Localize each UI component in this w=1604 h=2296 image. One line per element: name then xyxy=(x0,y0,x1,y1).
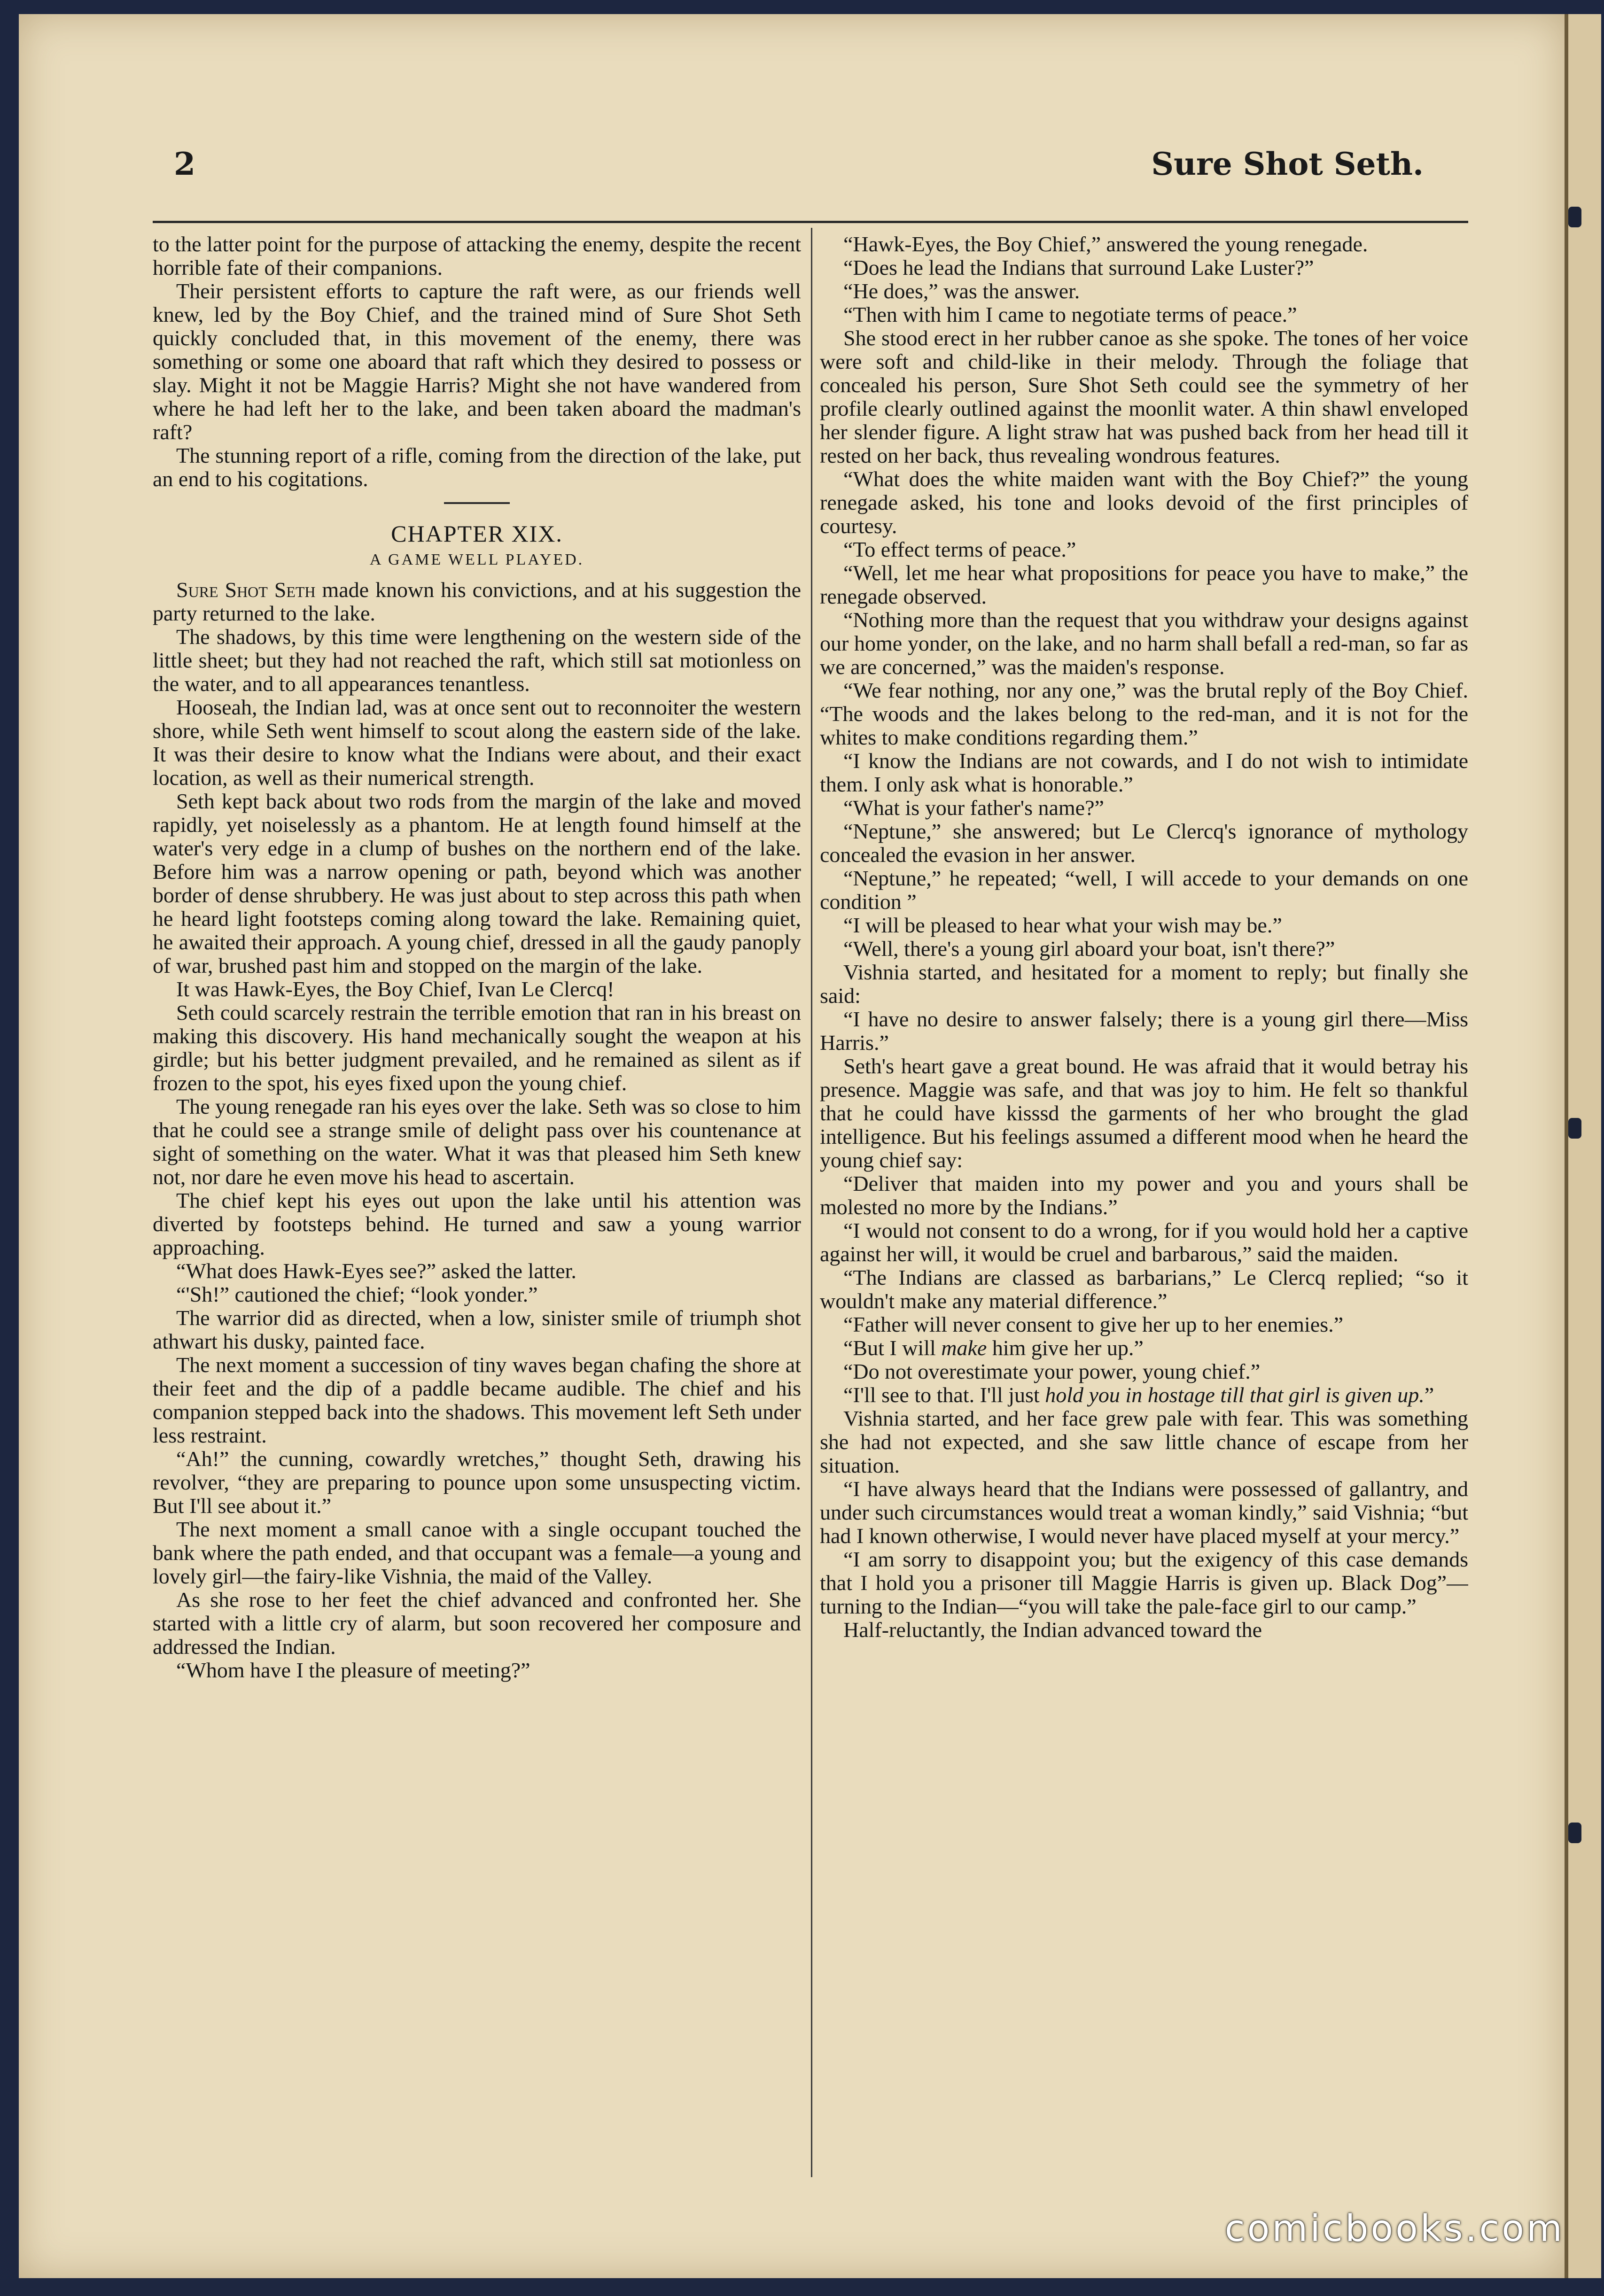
paragraph: As she rose to her feet the chief advanced and confronted her. She started with a little cry of alarm, but soon recovered her composure and addressed the Indian. xyxy=(153,1588,801,1659)
paragraph: Vishnia started, and hesitated for a moment to reply; but finally she said: xyxy=(820,960,1468,1008)
binding-tack-icon xyxy=(1568,1118,1581,1139)
paragraph: “Ah!” the cunning, cowardly wretches,” thought Seth, drawing his revolver, “they are preparing to pounce upon some unsuspecting victim. But I'll see about it.” xyxy=(153,1447,801,1518)
paragraph: “I have always heard that the Indians were possessed of gallantry, and under such circumstances would treat a woman kindly,” said Vishnia; “but had I known otherwise, I would never have placed myself at your mercy.” xyxy=(820,1477,1468,1548)
paragraph xyxy=(820,1383,1468,1407)
paragraph xyxy=(820,1336,1468,1360)
paragraph-text: ” xyxy=(1424,1383,1434,1407)
column-divider xyxy=(811,228,812,2177)
paragraph: “He does,” was the answer. xyxy=(843,279,1080,303)
paragraph: “Then with him I came to negotiate terms of peace.” xyxy=(843,303,1297,326)
paragraph xyxy=(153,578,801,625)
paragraph: Seth could scarcely restrain the terrible emotion that ran in his breast on making this discovery. His hand mechanically sought the weapon at his girdle; but his better judgment prevailed, and he remained as silent as if frozen to the spot, his eyes fixed upon the young chief. xyxy=(153,1001,801,1095)
paragraph-text: “But I will xyxy=(843,1336,942,1360)
paragraph: Half-reluctantly, the Indian advanced toward the xyxy=(843,1618,1262,1642)
watermark: comicbooks.com xyxy=(1224,2208,1565,2250)
page-number: 2 xyxy=(174,146,195,182)
binding-tack-icon xyxy=(1568,207,1581,227)
paragraph: “I would not consent to do a wrong, for if you would hold her a captive against her will, it would be cruel and barbarous,” said the maiden. xyxy=(820,1218,1468,1266)
paragraph: “Deliver that maiden into my power and you and yours shall be molested no more by the Indians.” xyxy=(820,1171,1468,1219)
chapter-subtitle: A GAME WELL PLAYED. xyxy=(369,551,584,568)
paragraph: “Neptune,” he repeated; “well, I will accede to your demands on one condition ” xyxy=(820,866,1468,914)
page-header xyxy=(155,141,1424,193)
section-rule xyxy=(444,502,510,504)
paragraph: The shadows, by this time were lengthening on the western side of the little sheet; but they had not reached the raft, which still sat motionless on the water, and to all appearances tenantless. xyxy=(153,625,801,696)
paragraph: Seth kept back about two rods from the margin of the lake and moved rapidly, yet noiselessly as a phantom. He at length found himself at the water's very edge in a clump of bushes on the northern end of the lake. Before him was a narrow opening or path, beyond which was another border of dense shrubbery. He was just about to step across this path when he heard light footsteps coming along toward the lake. Remaining quiet, he awaited their approach. A young chief, dressed in all the gaudy panoply of war, brushed past him and stopped on the margin of the lake. xyxy=(153,789,801,977)
paragraph: “Well, let me hear what propositions for peace you have to make,” the renegade observed. xyxy=(820,561,1468,608)
paragraph: “Neptune,” she answered; but Le Clercq's ignorance of mythology concealed the evasion in her answer. xyxy=(820,819,1468,867)
paragraph: “We fear nothing, nor any one,” was the brutal reply of the Boy Chief. “The woods and the lakes belong to the red-man, and it is not for the whites to make conditions regarding them.” xyxy=(820,678,1468,749)
paragraph: The chief kept his eyes out upon the lake until his attention was diverted by footsteps behind. He turned and saw a young warrior approaching. xyxy=(153,1188,801,1259)
paragraph: “I have no desire to answer falsely; there is a young girl there—Miss Harris.” xyxy=(820,1007,1468,1055)
paragraph: The young renegade ran his eyes over the lake. Seth was so close to him that he could see a strange smile of delight pass over his countenance at sight of something on the water. What it was that pleased him Seth knew not, nor dare he even move his head to ascertain. xyxy=(153,1094,801,1189)
header-rule xyxy=(153,221,1468,223)
next-page-edge xyxy=(1565,14,1601,2278)
paragraph-text: “I'll see to that. I'll just xyxy=(843,1383,1045,1407)
paragraph: Hooseah, the Indian lad, was at once sent out to reconnoiter the western shore, while Seth went himself to scout along the eastern side of the lake. It was their desire to know what the Indians were about, and their exact location, as well as their numerical strength. xyxy=(153,695,801,790)
paragraph: to the latter point for the purpose of attacking the enemy, despite the recent horrible fate of their companions. xyxy=(153,233,801,279)
paragraph: “Nothing more than the request that you withdraw your designs against our home yonder, on the lake, and no harm shall befall a red-man, so far as we are concerned,” was the maiden's response. xyxy=(820,608,1468,679)
emphasis-text: make xyxy=(941,1336,987,1360)
paragraph: The next moment a succession of tiny waves began chafing the shore at their feet and the dip of a paddle became audible. The chief and his companion stepped back into the shadows. This movement left Seth under less restraint. xyxy=(153,1353,801,1447)
paragraph: “To effect terms of peace.” xyxy=(843,537,1076,561)
paragraph: Seth's heart gave a great bound. He was afraid that it would betray his presence. Maggie was safe, and that was joy to him. He felt so thankful that he could have kisssd the garments of her who brought the glad intelligence. But his feelings assumed a different mood when he heard the young chief say: xyxy=(820,1054,1468,1172)
paragraph: Their persistent efforts to capture the raft were, as our friends well knew, led by the Boy Chief, and the trained mind of Sure Shot Seth quickly concluded that, in this movement of the enemy, there was something or some one aboard that raft which they desired to possess or slay. Might it not be Maggie Harris? Might she not have wandered from where he had left her to the lake, and been taken aboard the madman's raft? xyxy=(153,279,801,444)
paragraph: “Do not overestimate your power, young chief.” xyxy=(843,1359,1261,1383)
paragraph: “I will be pleased to hear what your wish may be.” xyxy=(843,913,1282,937)
paragraph: “What is your father's name?” xyxy=(843,796,1104,820)
binding-tack-icon xyxy=(1568,1823,1581,1843)
emphasis-text: hold you in hostage till that girl is given up. xyxy=(1045,1383,1425,1407)
paragraph: “Whom have I the pleasure of meeting?” xyxy=(176,1658,530,1682)
paragraph: The warrior did as directed, when a low, sinister smile of triumph shot athwart his dusky, painted face. xyxy=(153,1306,801,1353)
running-title: Sure Shot Seth. xyxy=(1151,146,1424,182)
paragraph: The stunning report of a rifle, coming from the direction of the lake, put an end to his cogitations. xyxy=(153,443,801,491)
paragraph: The next moment a small canoe with a single occupant touched the bank where the path ended, and that occupant was a female—a young and lovely girl—the fairy-like Vishnia, the maid of the Valley. xyxy=(153,1517,801,1588)
left-column xyxy=(153,233,801,2182)
paragraph: “What does Hawk-Eyes see?” asked the latter. xyxy=(176,1259,576,1283)
paragraph: “Hawk-Eyes, the Boy Chief,” answered the young renegade. xyxy=(843,233,1368,256)
paragraph: “'Sh!” cautioned the chief; “look yonder.” xyxy=(176,1282,538,1306)
paragraph: “I know the Indians are not cowards, and I do not wish to intimidate them. I only ask what is honorable.” xyxy=(820,749,1468,796)
paragraph-text: him give her up.” xyxy=(987,1336,1144,1360)
right-column xyxy=(820,233,1468,2182)
paragraph: “Does he lead the Indians that surround Lake Luster?” xyxy=(843,256,1314,279)
paragraph: “Father will never consent to give her up to her enemies.” xyxy=(843,1312,1344,1336)
paragraph: Vishnia started, and her face grew pale with fear. This was something she had not expected, and she saw little chance of escape from her situation. xyxy=(820,1406,1468,1477)
lead-in-text: Sure Shot Seth xyxy=(176,578,316,602)
paragraph: It was Hawk-Eyes, the Boy Chief, Ivan Le Clercq! xyxy=(176,977,615,1001)
paragraph: “What does the white maiden want with the Boy Chief?” the young renegade asked, his tone and looks devoid of the first principles of courtesy. xyxy=(820,467,1468,538)
paragraph: “Well, there's a young girl aboard your boat, isn't there?” xyxy=(843,937,1335,961)
paragraph: She stood erect in her rubber canoe as she spoke. The tones of her voice were soft and child-like in their melody. Through the foliage that concealed his person, Sure Shot Seth could see the symmetry of her profile clearly outlined against the moonlit water. A thin shawl enveloped her slender figure. A light straw hat was pushed back from her head till it rested on her back, thus revealing wondrous features. xyxy=(820,326,1468,467)
paragraph-text: made known his convictions, and at his suggestion the party returned to the lake. xyxy=(153,578,801,625)
paragraph: “The Indians are classed as barbarians,” Le Clercq replied; “so it wouldn't make any material difference.” xyxy=(820,1265,1468,1313)
chapter-title: CHAPTER XIX. xyxy=(391,520,563,547)
paragraph: “I am sorry to disappoint you; but the exigency of this case demands that I hold you a prisoner till Maggie Harris is given up. Black Dog”—turning to the Indian—“you will take the pale-face girl to our camp.” xyxy=(820,1547,1468,1618)
